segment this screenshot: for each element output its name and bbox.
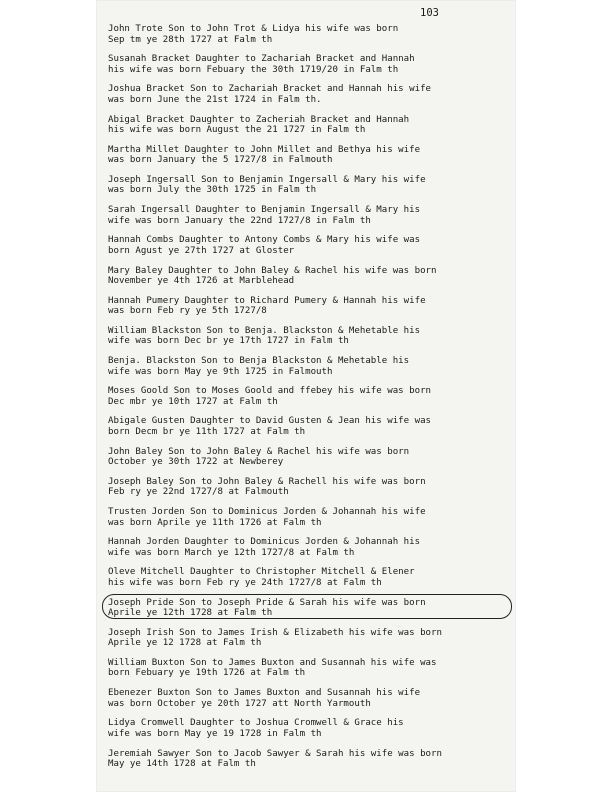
birth-record-entry: Abigal Bracket Daughter to Zacheriah Bracket and Hannah his wife was born August the 21 1727 in Falm th (108, 114, 410, 136)
birth-record-entry: Joseph Ingersall Son to Benjamin Ingersall & Mary his wife was born July the 30th 1725 in Falm th (108, 174, 426, 196)
birth-record-entry: Hannah Jorden Daughter to Dominicus Jorden & Johannah his wife was born March ye 12th 1727/8 at Falm th (108, 537, 421, 558)
birth-record-entry: Joseph Baley Son to John Baley & Rachell his wife was born Feb ry ye 22nd 1727/8 at Falmouth (108, 476, 426, 498)
birth-record-entry-circled: Joseph Pride Son to Joseph Pride & Sarah his wife was born Aprile ye 12th 1728 at Falm th (108, 598, 510, 619)
birth-record-entry: John Baley Son to John Baley & Rachel his wife was born October ye 30th 1722 at Newberey (108, 446, 410, 468)
birth-record-entry: Sarah Ingersall Daughter to Benjamin Ingersall & Mary his wife was born January the 22nd 1727/8 in Falm th (108, 205, 421, 226)
page-number: 103 (420, 7, 439, 19)
birth-record-entry: Lidya Cromwell Daughter to Joshua Cromwell & Grace his wife was born May ye 19 1728 in Falm th (108, 718, 404, 739)
birth-record-entry: William Blackston Son to Benja. Blackston & Mehetable his wife was born Dec br ye 17th 1727 in Falm th (108, 325, 421, 347)
birth-record-list (108, 24, 510, 779)
birth-record-entry: Trusten Jorden Son to Dominicus Jorden & Johannah his wife was born Aprile ye 11th 1726 at Falm th (108, 507, 426, 528)
hand-drawn-circle-annotation (102, 594, 512, 619)
birth-record-entry: Hannah Combs Daughter to Antony Combs & Mary his wife was born Agust ye 27th 1727 at Gloster (108, 235, 421, 256)
birth-record-entry: Joseph Irish Son to James Irish & Elizabeth his wife was born Aprile ye 12 1728 at Falm th (108, 627, 442, 649)
birth-record-entry: Joshua Bracket Son to Zachariah Bracket and Hannah his wife was born June the 21st 1724 in Falm th. (108, 84, 432, 105)
document-page (96, 0, 516, 792)
birth-record-entry: Mary Baley Daughter to John Baley & Rachel his wife was born November ye 4th 1726 at Marblehead (108, 265, 437, 286)
birth-record-entry: Susanah Bracket Daughter to Zachariah Bracket and Hannah his wife was born Febuary the 30th 1719/20 in Falm th (108, 54, 415, 75)
birth-record-entry: William Buxton Son to James Buxton and Susannah his wife was born Febuary ye 19th 1726 at Falm th (108, 657, 437, 679)
birth-record-entry: Martha Millet Daughter to John Millet and Bethya his wife was born January the 5 1727/8 in Falmouth (108, 144, 421, 166)
birth-record-entry: Benja. Blackston Son to Benja Blackston & Mehetable his wife was born May ye 9th 1725 in Falmouth (108, 356, 410, 377)
birth-record-entry: Moses Goold Son to Moses Goold and ffebey his wife was born Dec mbr ye 10th 1727 at Falm th (108, 386, 432, 407)
birth-record-entry: John Trote Son to John Trot & Lidya his wife was born Sep tm ye 28th 1727 at Falm th (108, 24, 399, 45)
birth-record-entry: Oleve Mitchell Daughter to Christopher Mitchell & Elener his wife was born Feb ry ye 24th 1727/8 at Falm th (108, 567, 415, 588)
birth-record-entry: Ebenezer Buxton Son to James Buxton and Susannah his wife was born October ye 20th 1727 att North Yarmouth (108, 688, 421, 709)
birth-record-entry: Abigale Gusten Daughter to David Gusten & Jean his wife was born Decm br ye 11th 1727 at Falm th (108, 416, 432, 437)
birth-record-entry: Hannah Pumery Daughter to Richard Pumery & Hannah his wife was born Feb ry ye 5th 1727/8 (108, 295, 426, 317)
birth-record-entry: Jeremiah Sawyer Son to Jacob Sawyer & Sarah his wife was born May ye 14th 1728 at Falm th (108, 748, 442, 769)
